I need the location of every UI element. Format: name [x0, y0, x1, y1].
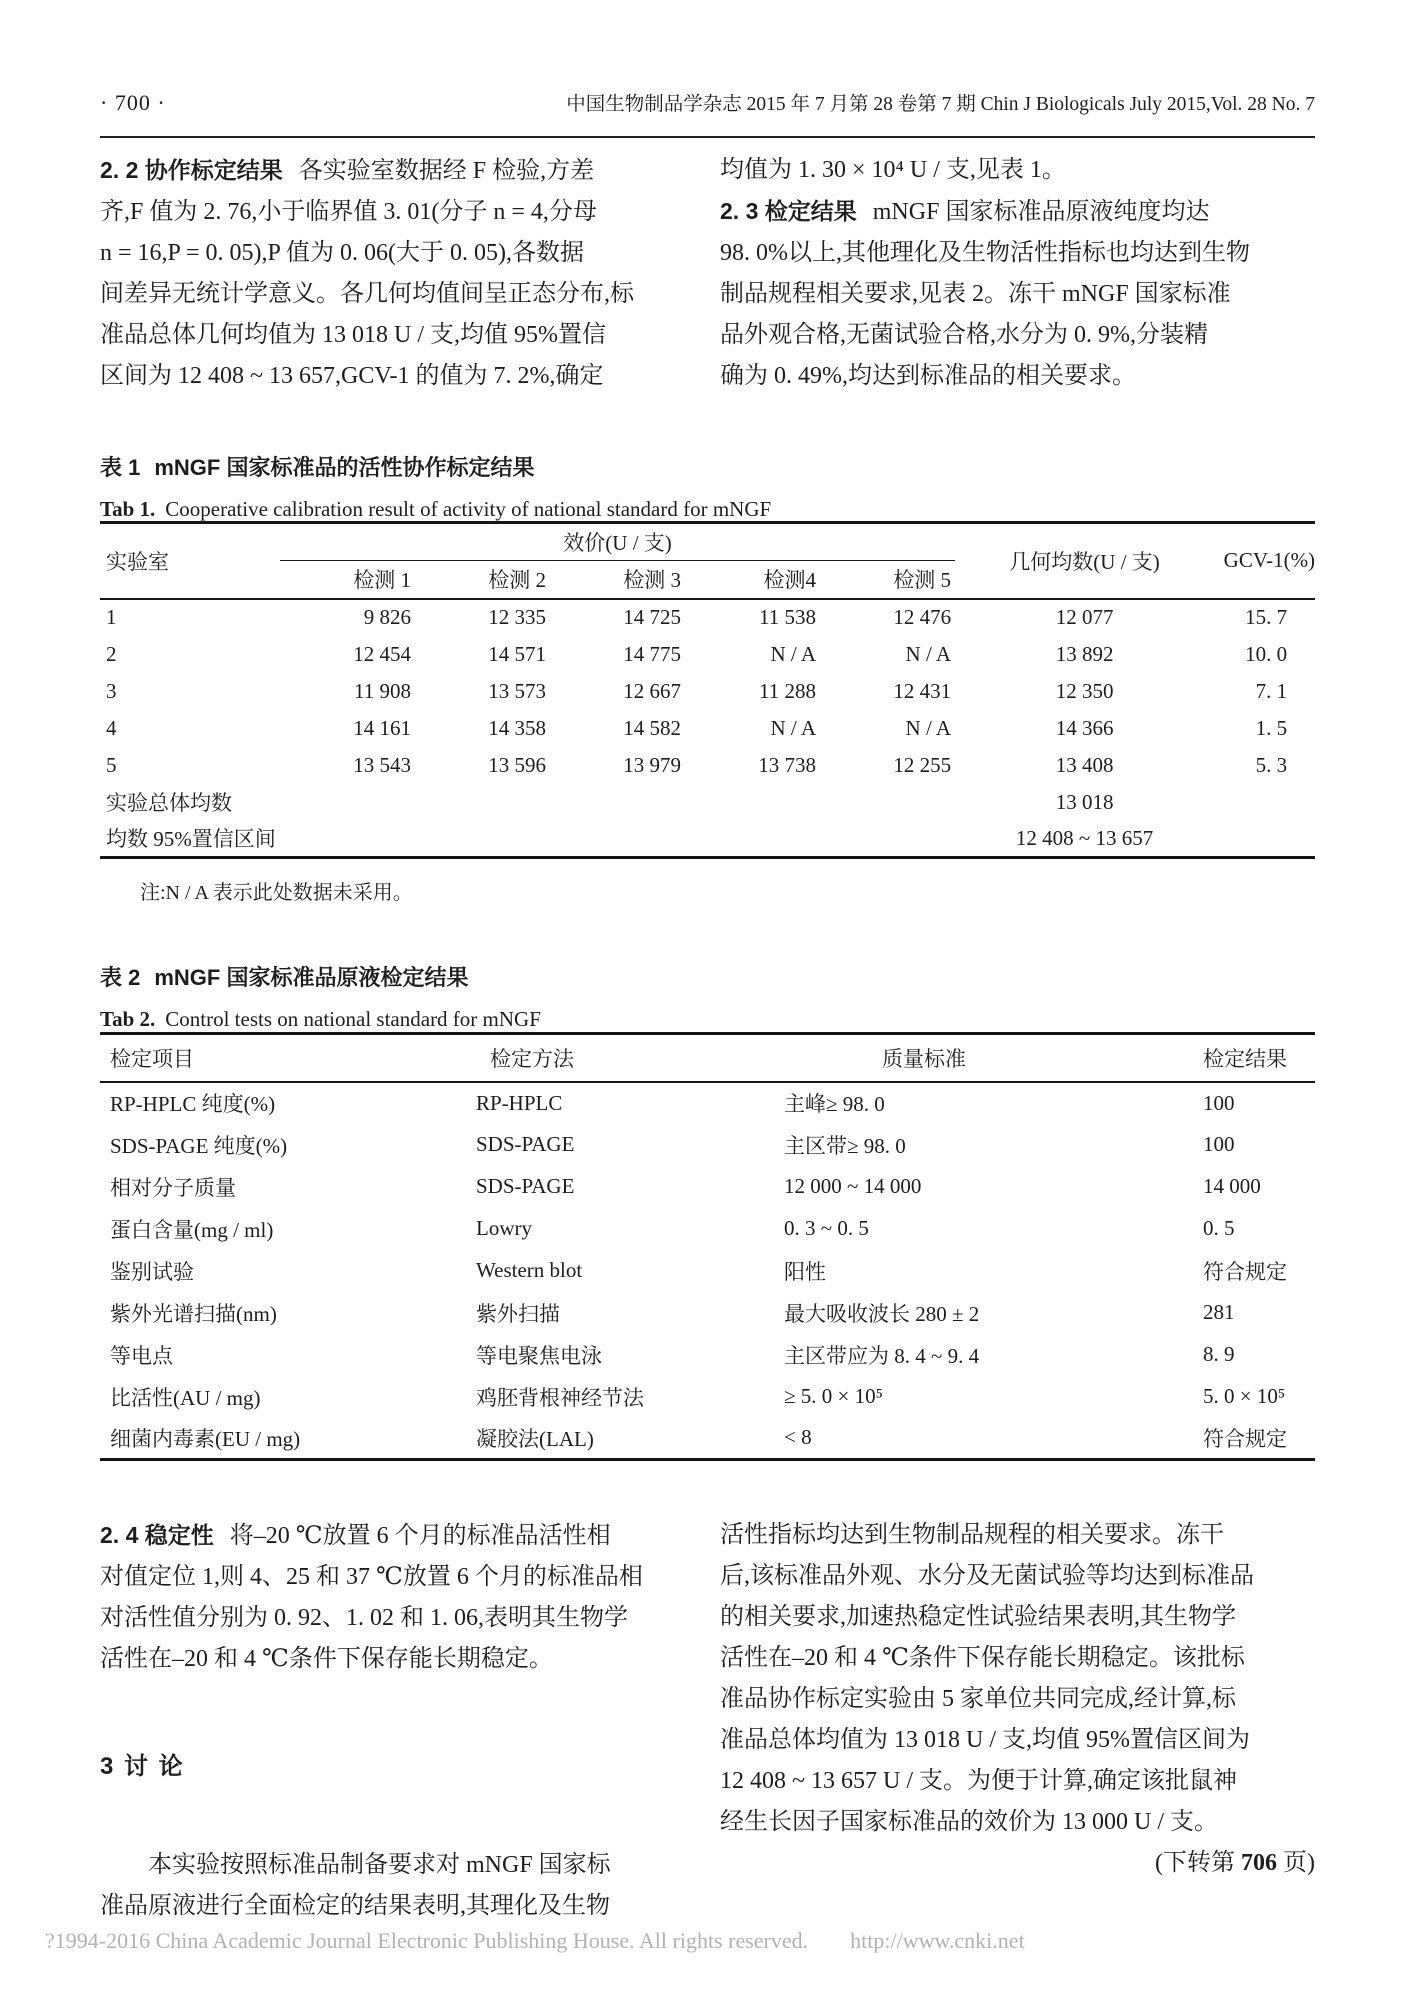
table-cell: 14 582	[623, 715, 681, 740]
table-cell: ≥ 5. 0 × 10⁵	[784, 1384, 883, 1408]
table-cell: < 8	[784, 1425, 812, 1450]
table-cell: 12 667	[623, 678, 681, 703]
table-row	[100, 1124, 1315, 1166]
table-cell: 等电聚焦电泳	[476, 1343, 602, 1368]
table-cell: 相对分子质量	[110, 1175, 236, 1200]
header-rule	[100, 136, 1315, 138]
table-cell: 0. 3 ~ 0. 5	[784, 1216, 869, 1240]
ci-value: 12 408 ~ 13 657	[1015, 825, 1154, 850]
table-cell: 11 538	[759, 605, 816, 629]
body-line	[100, 150, 672, 192]
col-header-standard: 质量标准	[882, 1046, 966, 1071]
body-line: 经生长因子国家标准品的效价为 13 000 U / 支。	[720, 1809, 1218, 1835]
table-cell: 凝胶法(LAL)	[476, 1426, 594, 1451]
table-cell: 100	[1203, 1132, 1235, 1156]
bottom-text-columns	[100, 1515, 1315, 1927]
body-line: 后,该标准品外观、水分及无菌试验等均达到标准品	[720, 1563, 1254, 1589]
table2-title-cn	[100, 957, 1315, 999]
section-2-3-heading: 2. 3 检定结果	[720, 198, 857, 224]
body-line: 区间为 12 408 ~ 13 657,GCV-1 的值为 7. 2%,确定	[100, 363, 604, 389]
col-header-gcv: GCV-1(%)	[1223, 548, 1316, 573]
table-cell: 主峰≥ 98. 0	[784, 1092, 885, 1116]
table1	[100, 521, 1315, 859]
table-cell: 13 596	[488, 752, 546, 777]
table-cell: 阳性	[784, 1259, 826, 1284]
table-cell: 13 408	[1055, 752, 1114, 777]
table-cell: 鸡胚背根神经节法	[476, 1385, 644, 1410]
table-cell: 1	[106, 605, 117, 629]
bottom-right-column	[720, 1515, 1315, 1927]
turn-pre-text: (下转第	[1155, 1850, 1235, 1876]
body-line: 活性指标均达到生物制品规程的相关要求。冻干	[720, 1522, 1224, 1548]
table2-titles	[100, 957, 1315, 1039]
table2-label-en: Tab 2.	[100, 1007, 156, 1031]
table-cell: 12 077	[1055, 605, 1114, 629]
table-cell: 蛋白含量(mg / ml)	[110, 1217, 274, 1242]
table-cell: 14 366	[1055, 715, 1114, 740]
body-line: 对值定位 1,则 4、25 和 37 ℃放置 6 个月的标准品相	[100, 1564, 643, 1590]
bottom-left-column	[100, 1515, 672, 1927]
body-line: 准品原液进行全面检定的结果表明,其理化及生物	[100, 1893, 610, 1919]
table-cell: 符合规定	[1203, 1426, 1287, 1451]
body-line: 对活性值分别为 0. 92、1. 02 和 1. 06,表明其生物学	[100, 1605, 628, 1631]
col-header-test4: 检测4	[763, 568, 816, 593]
table-row	[100, 1292, 1315, 1334]
body-text: 将–20 ℃放置 6 个月的标准品活性相	[229, 1523, 611, 1549]
copyright-text: ?1994-2016 China Academic Journal Electronic Publishing House. All rights reserved.	[45, 1928, 809, 1953]
table-cell: Western blot	[476, 1258, 583, 1282]
table-cell: 主区带≥ 98. 0	[784, 1133, 906, 1158]
section-2-2-heading: 2. 2 协作标定结果	[100, 157, 283, 183]
table-header-row	[100, 1034, 1315, 1082]
top-left-column	[100, 150, 672, 397]
table-cell: 1. 5	[1255, 715, 1288, 740]
body-line: 活性在–20 和 4 ℃条件下保存能长期稳定。该批标	[720, 1645, 1245, 1671]
table-cell: 11 288	[759, 678, 816, 703]
table-cell: 15. 7	[1245, 605, 1288, 629]
turn-post-text: 页)	[1283, 1850, 1315, 1876]
table-cell: 12 476	[893, 605, 952, 629]
table-row	[100, 1250, 1315, 1292]
body-line: 准品协作标定实验由 5 家单位共同完成,经计算,标	[720, 1686, 1236, 1712]
table-cell: 主区带应为 8. 4 ~ 9. 4	[784, 1343, 980, 1368]
top-right-column	[720, 150, 1315, 397]
table-cell: 等电点	[110, 1343, 173, 1368]
table-cell: 12 335	[488, 605, 546, 629]
table-cell: 5	[106, 752, 117, 777]
table-cell: 12 431	[893, 678, 952, 703]
table-cell: 14 161	[353, 715, 411, 740]
body-line	[100, 1515, 672, 1557]
table-row	[100, 710, 1315, 747]
body-line: 齐,F 值为 2. 76,小于临界值 3. 01(分子 n = 4,分母	[100, 199, 597, 225]
col-header-test3: 检测 3	[623, 568, 681, 593]
section-3-heading: 3 讨 论	[100, 1753, 185, 1780]
table-cell: 紫外扫描	[476, 1301, 560, 1326]
col-header-item: 检定项目	[110, 1046, 194, 1071]
table1-note: 注:N / A 表示此处数据未采用。	[140, 882, 413, 904]
table-row	[100, 1166, 1315, 1208]
body-line: 活性在–20 和 4 ℃条件下保存能长期稳定。	[100, 1646, 553, 1672]
table-cell: N / A	[770, 641, 816, 666]
table-cell: SDS-PAGE 纯度(%)	[110, 1133, 288, 1158]
table2-label-cn: 表 2	[100, 965, 141, 990]
table-row	[100, 636, 1315, 673]
table-row	[100, 673, 1315, 710]
table-cell: 0. 5	[1203, 1216, 1235, 1240]
table-cell: 13 543	[353, 752, 411, 777]
table-cell: RP-HPLC 纯度(%)	[110, 1092, 276, 1116]
page-number: · 700 ·	[100, 90, 166, 115]
table-cell: 13 573	[488, 678, 546, 703]
body-line: 准品总体几何均值为 13 018 U / 支,均值 95%置信	[100, 322, 606, 348]
table1-label-cn: 表 1	[100, 455, 141, 480]
table-cell: SDS-PAGE	[476, 1132, 575, 1156]
table-cell	[1214, 821, 1315, 858]
col-header-test5: 检测 5	[893, 568, 952, 593]
table-row	[100, 1082, 1315, 1124]
col-header-laboratory: 实验室	[106, 549, 169, 574]
table-cell: 2	[106, 641, 117, 666]
table-row	[100, 1376, 1315, 1418]
table1-label-en: Tab 1.	[100, 497, 156, 521]
table-cell	[1214, 784, 1315, 821]
table-cell: 13 979	[623, 752, 681, 777]
journal-citation: 中国生物制品学杂志 2015 年 7 月第 28 卷第 7 期 Chin J Biologicals July 2015,Vol. 28 No. 7	[566, 94, 1315, 115]
body-line: 制品规程相关要求,见表 2。冻干 mNGF 国家标准	[720, 281, 1231, 307]
table-cell: 最大吸收波长 280 ± 2	[784, 1301, 980, 1326]
table-cell: 紫外光谱扫描(nm)	[110, 1301, 277, 1326]
body-line: 品外观合格,无菌试验合格,水分为 0. 9%,分装精	[720, 322, 1208, 348]
body-line: 的相关要求,加速热稳定性试验结果表明,其生物学	[720, 1604, 1236, 1630]
body-line: 本实验按照标准品制备要求对 mNGF 国家标	[148, 1852, 611, 1878]
table-cell: 14 358	[488, 715, 546, 740]
table-cell: 3	[106, 678, 117, 703]
table-cell: 符合规定	[1203, 1259, 1287, 1284]
table-cell: RP-HPLC	[476, 1090, 563, 1115]
col-header-geo-mean: 几何均数(U / 支)	[1009, 549, 1160, 574]
table-cell: Lowry	[476, 1216, 532, 1240]
body-text: mNGF 国家标准品原液纯度均达	[872, 199, 1210, 225]
table-cell: 12 454	[353, 641, 411, 666]
table-total-row	[100, 784, 1315, 821]
table-cell: SDS-PAGE	[476, 1174, 575, 1198]
table-cell: 12 255	[893, 752, 952, 777]
table-row	[100, 747, 1315, 784]
table-cell: 12 000 ~ 14 000	[784, 1174, 922, 1198]
table-cell: 12 350	[1055, 678, 1114, 703]
table-cell: 细菌内毒素(EU / mg)	[110, 1426, 301, 1451]
section-2-4-heading: 2. 4 稳定性	[100, 1522, 214, 1548]
table-cell: 4	[106, 715, 117, 740]
col-header-potency: 效价(U / 支)	[280, 523, 955, 561]
table-cell: 100	[1203, 1090, 1235, 1115]
table-cell: 14 725	[623, 605, 681, 629]
table-header-row	[100, 523, 1315, 561]
table1-title-cn-text: mNGF 国家标准品的活性协作标定结果	[154, 455, 535, 480]
table-cell: 8. 9	[1203, 1342, 1235, 1366]
col-header-test2: 检测 2	[488, 568, 546, 593]
top-text-columns	[100, 150, 1315, 397]
table-cell: 10. 0	[1245, 641, 1288, 666]
table-cell: 比活性(AU / mg)	[110, 1385, 261, 1410]
table-cell: N / A	[905, 715, 952, 740]
cnki-watermark	[45, 1928, 1025, 1954]
table-cell: 5. 0 × 10⁵	[1203, 1384, 1286, 1408]
ci-label: 均数 95%置信区间	[106, 827, 276, 852]
col-header-method: 检定方法	[490, 1046, 574, 1071]
table-cell: 7. 1	[1255, 678, 1288, 703]
body-line: 均值为 1. 30 × 10⁴ U / 支,见表 1。	[720, 157, 1066, 183]
table2-title-cn-text: mNGF 国家标准品原液检定结果	[154, 965, 469, 990]
table-cell: 11 908	[354, 678, 411, 703]
table-cell: 14 571	[488, 641, 546, 666]
col-header-test1: 检测 1	[353, 568, 411, 593]
table-cell: 14 775	[623, 641, 681, 666]
body-line	[720, 191, 1315, 233]
table1-title-en-text: Cooperative calibration result of activity of national standard for mNGF	[165, 497, 772, 521]
table-cell: 9 826	[363, 605, 411, 629]
table-cell: 5. 3	[1255, 752, 1288, 777]
table-cell: 鉴别试验	[110, 1259, 194, 1284]
body-text: 各实验室数据经 F 检验,方差	[298, 158, 595, 184]
table1-title-cn	[100, 447, 1315, 489]
body-line: 间差异无统计学意义。各几何均值间呈正态分布,标	[100, 281, 634, 307]
table-ci-row	[100, 821, 1315, 858]
table-cell: 281	[1203, 1300, 1235, 1324]
table-row	[100, 599, 1315, 636]
table-cell: N / A	[905, 641, 952, 666]
turn-page-number: 706	[1241, 1850, 1277, 1876]
table-cell: N / A	[770, 715, 816, 740]
body-line: 确为 0. 49%,均达到标准品的相关要求。	[720, 363, 1136, 389]
body-line: 准品总体均值为 13 018 U / 支,均值 95%置信区间为	[720, 1727, 1250, 1753]
running-head	[100, 88, 1315, 116]
continued-on-page-note	[720, 1843, 1315, 1884]
table-row	[100, 1418, 1315, 1460]
table2-title-en-text: Control tests on national standard for mNGF	[165, 1007, 541, 1031]
table2	[100, 1032, 1315, 1461]
body-line: n = 16,P = 0. 05),P 值为 0. 06(大于 0. 05),各数据	[100, 240, 584, 266]
table-row	[100, 1208, 1315, 1250]
table-cell: 13 892	[1055, 641, 1114, 666]
col-header-result: 检定结果	[1203, 1046, 1287, 1071]
total-value: 13 018	[1055, 789, 1114, 814]
body-line: 98. 0%以上,其他理化及生物活性指标也均达到生物	[720, 240, 1250, 266]
table-cell: 14 000	[1203, 1174, 1261, 1198]
body-line: 12 408 ~ 13 657 U / 支。为便于计算,确定该批鼠神	[720, 1768, 1237, 1794]
table-row	[100, 1334, 1315, 1376]
total-label: 实验总体均数	[106, 791, 232, 815]
table-cell: 13 738	[758, 752, 816, 777]
cnki-url: http://www.cnki.net	[850, 1928, 1025, 1953]
table1-titles	[100, 447, 1315, 529]
